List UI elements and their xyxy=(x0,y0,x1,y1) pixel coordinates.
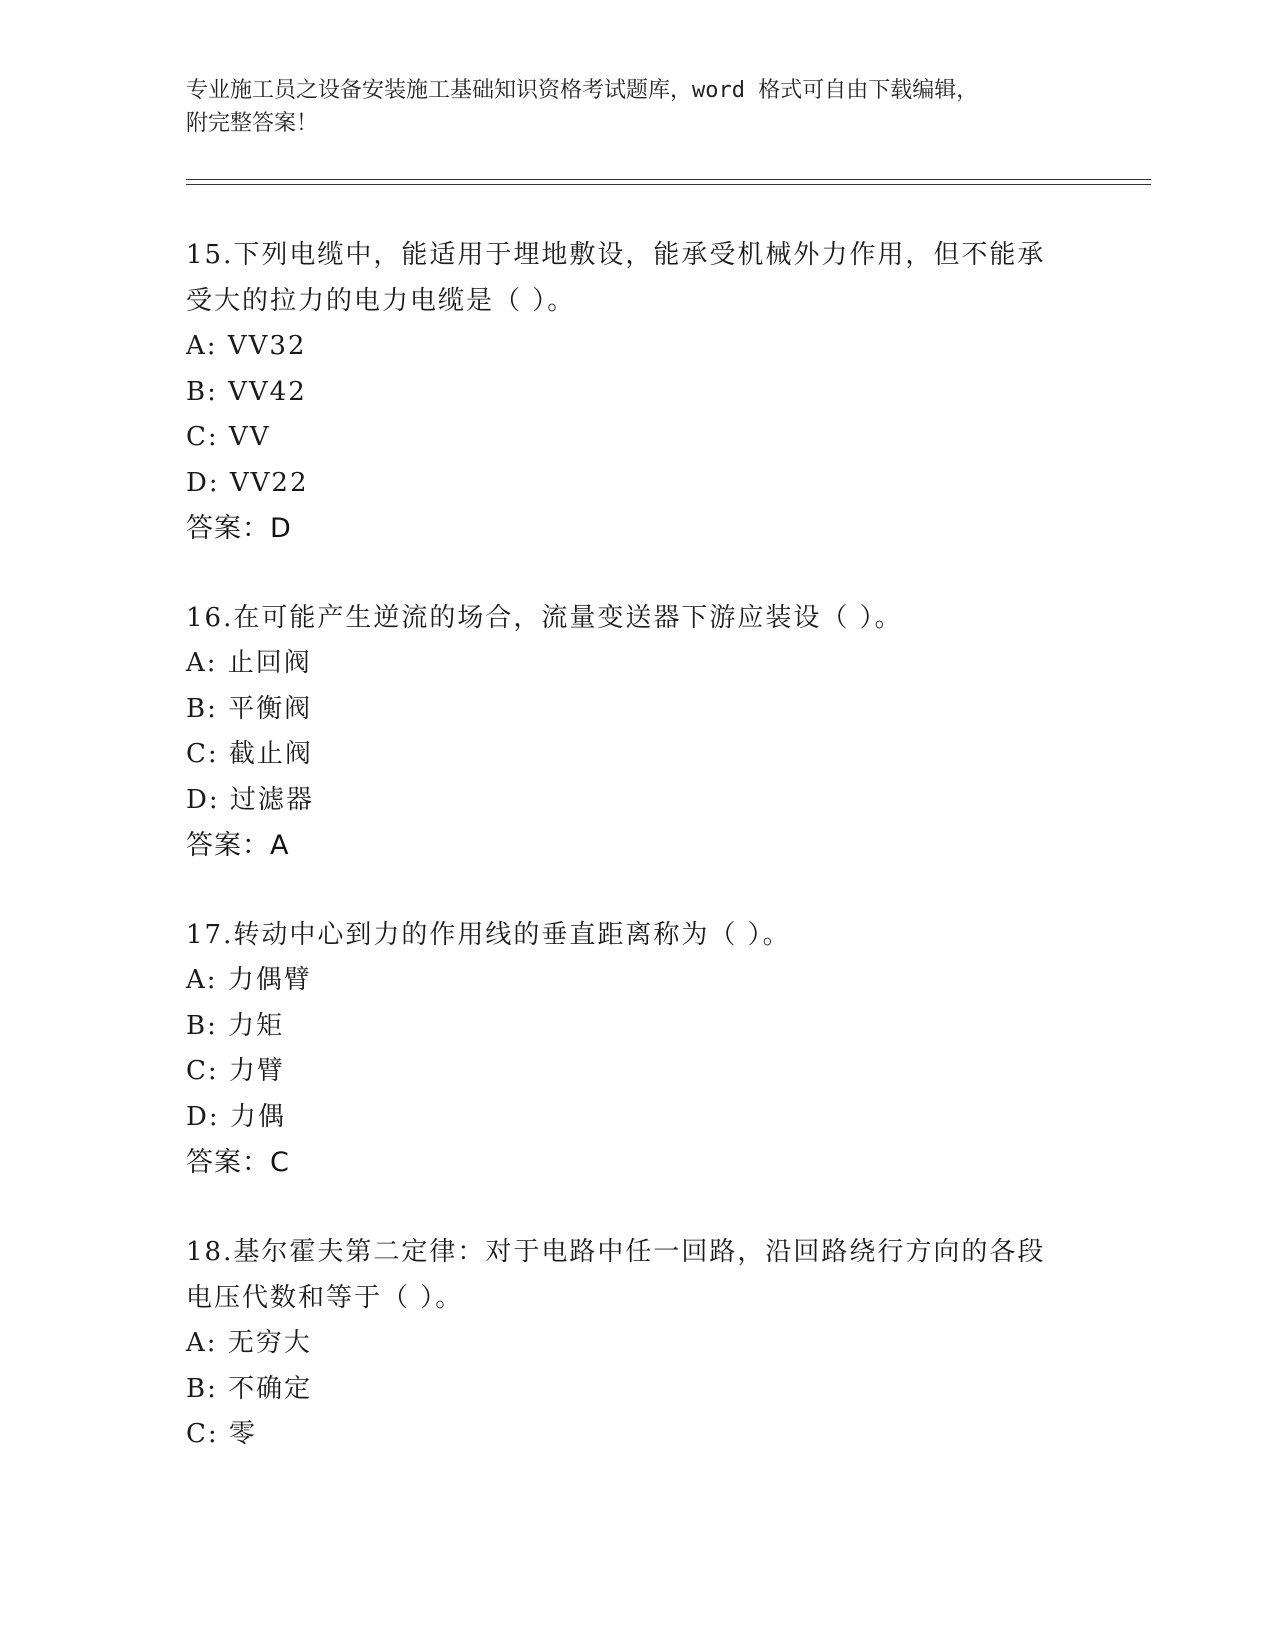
header-divider-top xyxy=(186,179,1151,180)
option-b: B: 不确定 xyxy=(186,1373,313,1404)
question-15 xyxy=(186,232,1076,552)
header-divider-bottom xyxy=(186,184,1151,185)
question-stem-line: 受大的拉力的电力电缆是（ ）。 xyxy=(186,286,576,316)
option-c: C: 截止阀 xyxy=(186,739,313,769)
answer-line: 答案：A xyxy=(186,830,290,861)
question-16 xyxy=(186,595,1076,869)
question-18 xyxy=(186,1229,1076,1458)
option-a: A: 力偶臂 xyxy=(186,965,312,995)
question-list xyxy=(186,232,1076,1458)
option-c: C: 零 xyxy=(186,1419,257,1449)
option-b: B: VV42 xyxy=(186,376,307,407)
option-c: C: 力臂 xyxy=(186,1056,285,1086)
question-stem-line: 16.在可能产生逆流的场合，流量变送器下游应装设（ ）。 xyxy=(186,603,903,633)
option-a: A: 止回阀 xyxy=(186,648,312,678)
option-a: A: 无穷大 xyxy=(186,1328,312,1358)
option-b: B: 力矩 xyxy=(186,1010,285,1041)
question-stem-line: 15.下列电缆中，能适用于埋地敷设，能承受机械外力作用，但不能承 xyxy=(186,240,1046,270)
document-header xyxy=(186,74,1066,140)
option-d: D: 过滤器 xyxy=(186,784,314,815)
question-17 xyxy=(186,912,1076,1186)
answer-line: 答案：D xyxy=(186,513,292,544)
option-d: D: VV22 xyxy=(186,467,309,498)
question-stem-line: 17.转动中心到力的作用线的垂直距离称为（ ）。 xyxy=(186,920,791,950)
header-line-1: 专业施工员之设备安装施工基础知识资格考试题库，word 格式可自由下载编辑， xyxy=(186,78,979,103)
question-stem-line: 电压代数和等于（ ）。 xyxy=(186,1283,464,1313)
header-line-2: 附完整答案！ xyxy=(186,111,319,136)
question-stem-line: 18.基尔霍夫第二定律：对于电路中任一回路，沿回路绕行方向的各段 xyxy=(186,1237,1046,1267)
option-b: B: 平衡阀 xyxy=(186,693,313,724)
answer-line: 答案：C xyxy=(186,1147,290,1178)
option-a: A: VV32 xyxy=(186,331,307,361)
option-d: D: 力偶 xyxy=(186,1101,286,1132)
option-c: C: VV xyxy=(186,422,271,452)
